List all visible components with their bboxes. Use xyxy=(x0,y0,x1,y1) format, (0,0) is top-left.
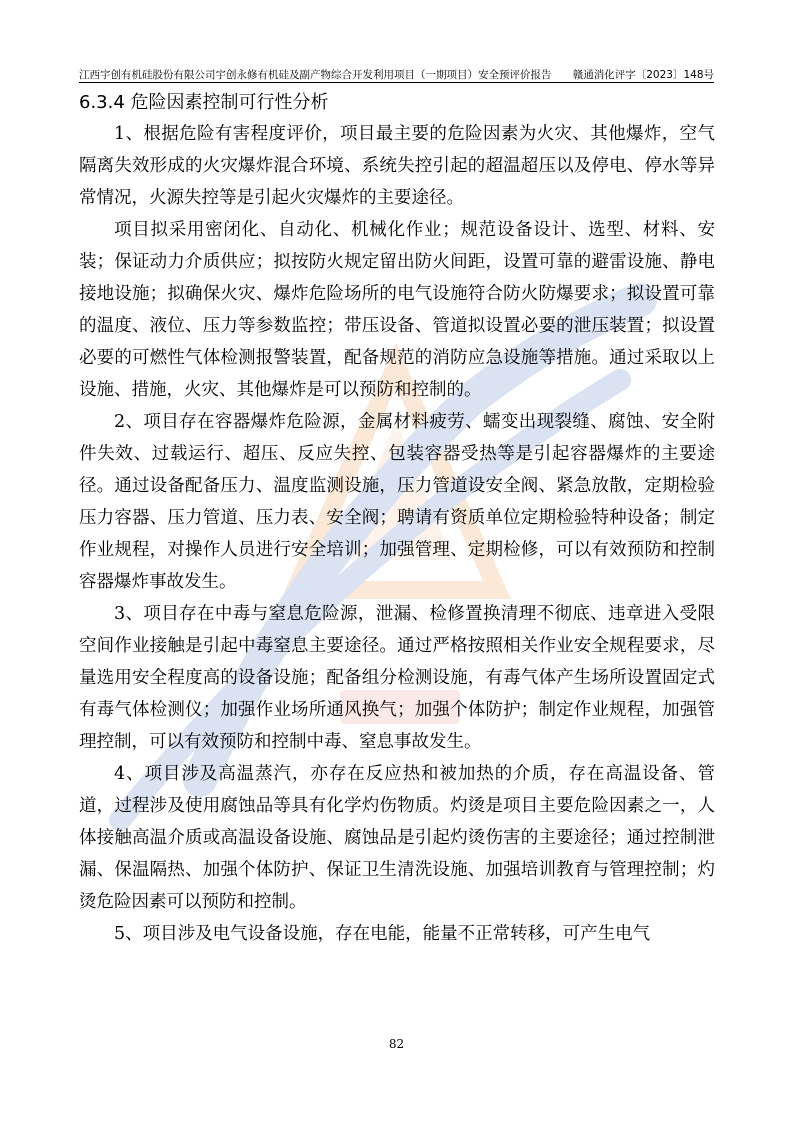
paragraph-1: 1、根据危险有害程度评价，项目最主要的危险因素为火灾、其他爆炸，空气隔离失效形成的火灾爆炸混合环境、系统失控引起的超温超压以及停电、停水等异常情况，火源失控等是引起火灾爆炸的主要途径。 xyxy=(79,124,715,208)
paragraph-5: 4、项目涉及高温蒸汽，亦存在反应热和被加热的介质，存在高温设备、管道，过程涉及使用腐蚀品等具有化学灼伤物质。灼烫是项目主要危险因素之一，人体接触高温介质或高温设备设施、腐蚀品是引起灼烫伤害的主要途径；通过控制泄漏、保温隔热、加强个体防护、保证卫生清洗设施、加强培训教育与管理控制；灼烫危险因素可以预防和控制。 xyxy=(79,764,715,912)
body-text xyxy=(79,118,715,950)
header-report-title: 江西宇创有机硅股份有限公司宇创永修有机硅及副产物综合开发利用项目（一期项目）安全预评价报告 xyxy=(79,69,552,81)
paragraph-2: 项目拟采用密闭化、自动化、机械化作业；规范设备设计、选型、材料、安装；保证动力介质供应；拟按防火规定留出防火间距，设置可靠的避雷设施、静电接地设施；拟确保火灾、爆炸危险场所的电气设施符合防火防爆要求；拟设置可靠的温度、液位、压力等参数监控；带压设备、管道拟设置必要的泄压装置；拟设置必要的可燃性气体检测报警装置，配备规范的消防应急设施等措施。通过采取以上设施、措施，火灾、其他爆炸是可以预防和控制的。 xyxy=(79,220,715,400)
page-number: 82 xyxy=(388,1037,405,1051)
header-report-number: 赣通消化评字〔2023〕148号 xyxy=(572,69,714,81)
paragraph-3: 2、项目存在容器爆炸危险源，金属材料疲劳、蠕变出现裂缝、腐蚀、安全附件失效、过载运行、超压、反应失控、包装容器受热等是引起容器爆炸的主要途径。通过设备配备压力、温度监测设施，压力管道设安全阀、紧急放散，定期检验压力容器、压力管道、压力表、安全阀；聘请有资质单位定期检验特种设备；制定作业规程，对操作人员进行安全培训；加强管理、定期检修，可以有效预防和控制容器爆炸事故发生。 xyxy=(79,412,715,592)
paragraph-6: 5、项目涉及电气设备设施，存在电能，能量不正常转移，可产生电气 xyxy=(114,924,651,944)
page-header xyxy=(79,64,714,83)
paragraph-4: 3、项目存在中毒与窒息危险源，泄漏、检修置换清理不彻底、违章进入受限空间作业接触是引起中毒窒息主要途径。通过严格按照相关作业安全规程要求，尽量选用安全程度高的设备设施；配备组分检测设施，有毒气体产生场所设置固定式有毒气体检测仪；加强作业场所通风换气；加强个体防护；制定作业规程，加强管理控制，可以有效预防和控制中毒、窒息事故发生。 xyxy=(79,604,715,752)
section-heading: 6.3.4 危险因素控制可行性分析 xyxy=(79,92,329,113)
